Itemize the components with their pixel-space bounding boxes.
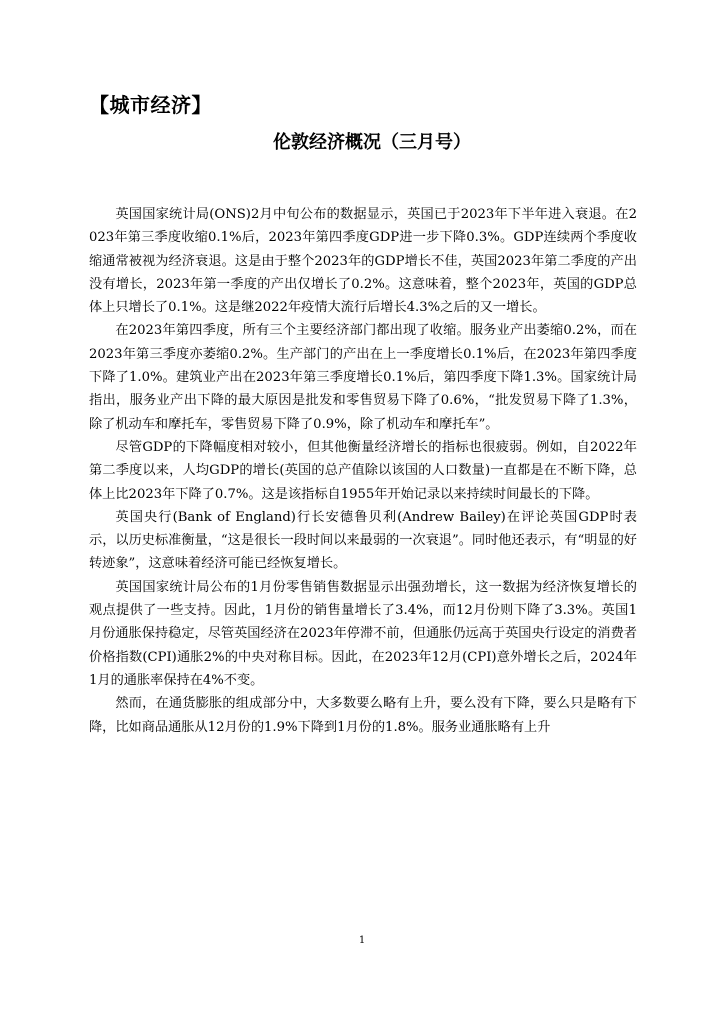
paragraph: 然而，在通货膨胀的组成部分中，大多数要么略有上升，要么没有下降，要么只是略有下降，比如商品通胀从12月份的1.9%下降到1月份的1.8%。服务业通胀略有上升 [89,696,637,735]
article-body [89,203,637,739]
paragraph: 英国央行(Bank of England)行长安德鲁贝利(Andrew Bailey)在评论英国GDP时表示，以历史标准衡量，“这是很长一段时间以来最弱的一次衰退”。同时他还表示，有“明显的好转迹象”，这意味着经济可能已经恢复增长。 [89,509,637,572]
section-label: 【城市经济】 [89,93,212,117]
paragraph: 英国国家统计局(ONS)2月中旬公布的数据显示，英国已于2023年下半年进入衰退。在2023年第三季度收缩0.1%后，2023年第四季度GDP进一步下降0.3%。GDP连续两个季度收缩通常被视为经济衰退。这是由于整个2023年的GDP增长不佳，英国2023年第二季度的产出没有增长，2023年第一季度的产出仅增长了0.2%。这意味着，整个2023年，英国的GDP总体上只增长了0.1%。这是继2022年疫情大流行后增长4.3%之后的又一增长。 [89,207,637,316]
document-title: 伦敦经济概况（三月号） [273,132,471,153]
paragraph: 尽管GDP的下降幅度相对较小，但其他衡量经济增长的指标也很疲弱。例如，自2022年第二季度以来，人均GDP的增长(英国的总产值除以该国的人口数量)一直都是在不断下降，总体上比2023年下降了0.7%。这是该指标自1955年开始记录以来持续时间最长的下降。 [89,439,637,502]
page-number: 1 [358,935,366,946]
paragraph: 英国国家统计局公布的1月份零售销售数据显示出强劲增长，这一数据为经济恢复增长的观点提供了一些支持。因此，1月份的销售量增长了3.4%，而12月份则下降了3.3%。英国1月份通胀保持稳定，尽管英国经济在2023年停滞不前，但通胀仍远高于英国央行设定的消费者价格指数(CPI)通胀2%的中央对称目标。因此，在2023年12月(CPI)意外增长之后，2024年1月的通胀率保持在4%不变。 [89,579,637,688]
paragraph: 在2023年第四季度，所有三个主要经济部门都出现了收缩。服务业产出萎缩0.2%，而在2023年第三季度亦萎缩0.2%。生产部门的产出在上一季度增长0.1%后，在2023年第四季度下降了1.0%。建筑业产出在2023年第三季度增长0.1%后，第四季度下降1.3%。国家统计局指出，服务业产出下降的最大原因是批发和零售贸易下降了0.6%，“批发贸易下降了1.3%，除了机动车和摩托车，零售贸易下降了0.9%，除了机动车和摩托车”。 [89,323,637,432]
